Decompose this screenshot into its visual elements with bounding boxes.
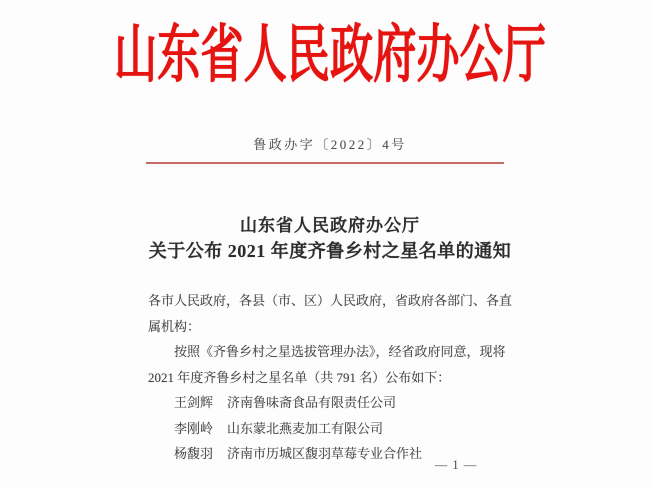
- intro-line-1: 按照《齐鲁乡村之星选拔管理办法》，经省政府同意，现将: [174, 344, 506, 359]
- page-number: — 1 —: [434, 458, 478, 472]
- salutation-line-2: 属机构：: [148, 318, 201, 334]
- star-org: 济南鲁味斋食品有限责任公司: [227, 395, 397, 410]
- notice-title-line-2: 关于公布 2021 年度齐鲁乡村之星名单的通知: [148, 241, 512, 261]
- notice-title-line-1: 山东省人民政府办公厅: [240, 216, 420, 235]
- star-list-row: [148, 416, 514, 442]
- doc-number: 鲁政办字〔2022〕4号: [253, 137, 407, 152]
- star-name: 李刚岭: [174, 420, 214, 436]
- star-org: 山东蒙北燕麦加工有限公司: [227, 420, 384, 436]
- letterhead-title: 山东省人民政府办公厅: [113, 20, 546, 90]
- star-name: 杨馥羽: [174, 446, 214, 461]
- document-body: [148, 288, 514, 467]
- star-name: 王剑辉: [174, 395, 214, 410]
- red-divider-line: [146, 162, 504, 164]
- letterhead: [10, 22, 650, 88]
- star-list-row: [148, 390, 514, 416]
- star-org: 济南市历城区馥羽草莓专业合作社: [227, 446, 423, 461]
- salutation-line-1: 各市人民政府，各县（市、区）人民政府，省政府各部门、各直: [148, 293, 513, 308]
- intro-line-2: 2021 年度齐鲁乡村之星名单（共 791 名）公布如下：: [148, 369, 451, 385]
